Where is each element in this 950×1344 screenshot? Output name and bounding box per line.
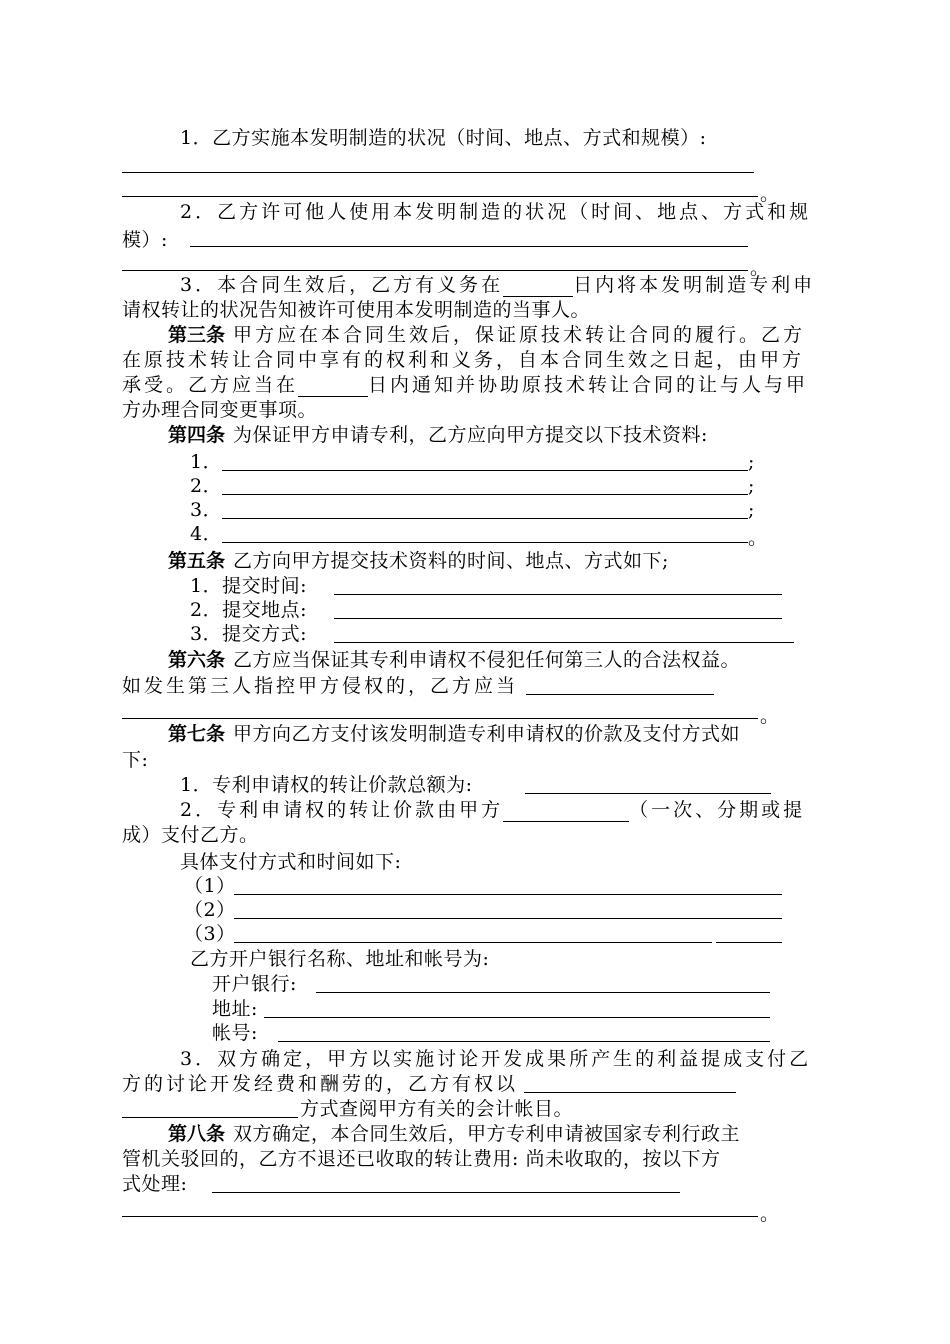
period: 。: [760, 183, 780, 205]
blank-line: [222, 470, 748, 471]
blank-line: [122, 1117, 298, 1118]
clause-3-text-cont: 请权转让的状况告知被许可使用本发明制造的当事人。: [122, 299, 591, 321]
article-8-line: 式处理:: [122, 1173, 188, 1195]
article-8-line: 管机关驳回的，乙方不退还已收取的转让费用: 尚未收取的，按以下方: [122, 1148, 721, 1170]
period: 。: [760, 705, 780, 727]
article-7-title: 第七条: [168, 723, 226, 745]
blank-line: [122, 718, 758, 719]
item-end: ;: [748, 499, 755, 521]
bank-name-label: 开户银行:: [212, 973, 297, 995]
blank-line: [334, 594, 782, 595]
blank-line: [264, 1017, 770, 1018]
period: 。: [760, 1203, 780, 1225]
blank-line: [316, 992, 770, 993]
bank-account-label: 帐号:: [212, 1022, 258, 1044]
article-7-line: 第七条 甲方向乙方支付该发明制造专利申请权的价款及支付方式如: [168, 723, 741, 745]
blank-line: [122, 1216, 758, 1217]
sub-item-label: （1）: [184, 875, 236, 897]
article-6-line: 如发生第三人指控甲方侵权的，乙方应当: [122, 675, 519, 697]
clause-3-text: 3．本合同生效后，乙方有义务在 日内将本发明制造专利申: [180, 274, 816, 296]
article-4-title: 第四条: [168, 424, 226, 446]
clause-1-text: 1．乙方实施本发明制造的状况（时间、地点、方式和规模）:: [180, 127, 707, 149]
blank-line: [234, 942, 712, 943]
blank-line: [525, 793, 771, 794]
blank-line: [212, 1192, 680, 1193]
period: 。: [750, 257, 770, 279]
article-3-line: 第三条 甲方应在本合同生效后，保证原技术转让合同的履行。乙方: [168, 324, 806, 346]
article-5-line: 第五条 乙方向甲方提交技术资料的时间、地点、方式如下;: [168, 550, 669, 572]
payment-line-cont: 成）支付乙方。: [122, 824, 259, 846]
blank-line: [122, 172, 754, 173]
list-item-label: 2．: [190, 475, 223, 497]
blank-line: [190, 246, 748, 247]
blank-line: [334, 618, 782, 619]
list-item-label: 1．: [190, 451, 223, 473]
sub-item-label: （2）: [184, 899, 236, 921]
blank-line: [526, 694, 714, 695]
list-item-label: 3．: [190, 499, 223, 521]
profit-share-line: 3．双方确定，甲方以实施讨论开发成果所产生的利益提成支付乙: [180, 1048, 812, 1070]
payment-detail-label: 具体支付方式和时间如下:: [180, 851, 402, 873]
clause-2-text: 2．乙方许可他人使用本发明制造的状况（时间、地点、方式和规: [180, 201, 812, 223]
blank-line: [278, 1041, 770, 1042]
article-7-line: 下:: [122, 749, 149, 771]
blank-line: [122, 196, 758, 197]
blank-line: [234, 918, 782, 919]
article-3-line: 承受。乙方应当在 日内通知并协助原技术转让合同的让与人与甲: [122, 374, 809, 396]
list-item-label: 4．: [190, 523, 223, 545]
article-8-line: 第八条 双方确定，本合同生效后，甲方专利申请被国家专利行政主: [168, 1123, 741, 1145]
item-end: ;: [748, 475, 755, 497]
bank-address-label: 地址:: [212, 998, 258, 1020]
blank-line: [122, 270, 748, 271]
blank-line: [524, 1092, 736, 1093]
blank-line: [234, 894, 782, 895]
submission-time-label: 1．提交时间:: [190, 575, 307, 597]
payment-line: 2．专利申请权的转让价款由甲方 （一次、分期或提: [180, 799, 806, 821]
transfer-total-label: 1．专利申请权的转让价款总额为:: [180, 774, 473, 796]
sub-item-label: （3）: [184, 923, 236, 945]
article-3-title: 第三条: [168, 324, 226, 346]
article-5-title: 第五条: [168, 550, 226, 572]
submission-method-label: 3．提交方式:: [190, 623, 307, 645]
blank-line: [716, 942, 782, 943]
article-6-line: 第六条 乙方应当保证其专利申请权不侵犯任何第三人的合法权益。: [168, 649, 741, 671]
item-end: ;: [748, 451, 755, 473]
article-3-line: 在原技术转让合同中享有的权利和义务，自本合同生效之日起，由甲方: [122, 349, 805, 371]
blank-line: [334, 642, 794, 643]
profit-share-line: 方式查阅甲方有关的会计帐目。: [300, 1098, 574, 1120]
blank-line: [222, 542, 748, 543]
article-6-title: 第六条: [168, 649, 226, 671]
submission-place-label: 2．提交地点:: [190, 599, 307, 621]
article-4-line: 第四条 为保证甲方申请专利，乙方应向甲方提交以下技术资料:: [168, 424, 708, 446]
clause-2-text-cont: 模）:: [122, 229, 168, 251]
item-end: 。: [748, 527, 768, 549]
blank-line: [222, 518, 748, 519]
profit-share-line: 方的讨论开发经费和酬劳的，乙方有权以: [122, 1073, 519, 1095]
article-3-line: 方办理合同变更事项。: [122, 399, 318, 421]
bank-info-title: 乙方开户银行名称、地址和帐号为:: [190, 948, 490, 970]
blank-line: [222, 494, 748, 495]
article-8-title: 第八条: [168, 1123, 226, 1145]
